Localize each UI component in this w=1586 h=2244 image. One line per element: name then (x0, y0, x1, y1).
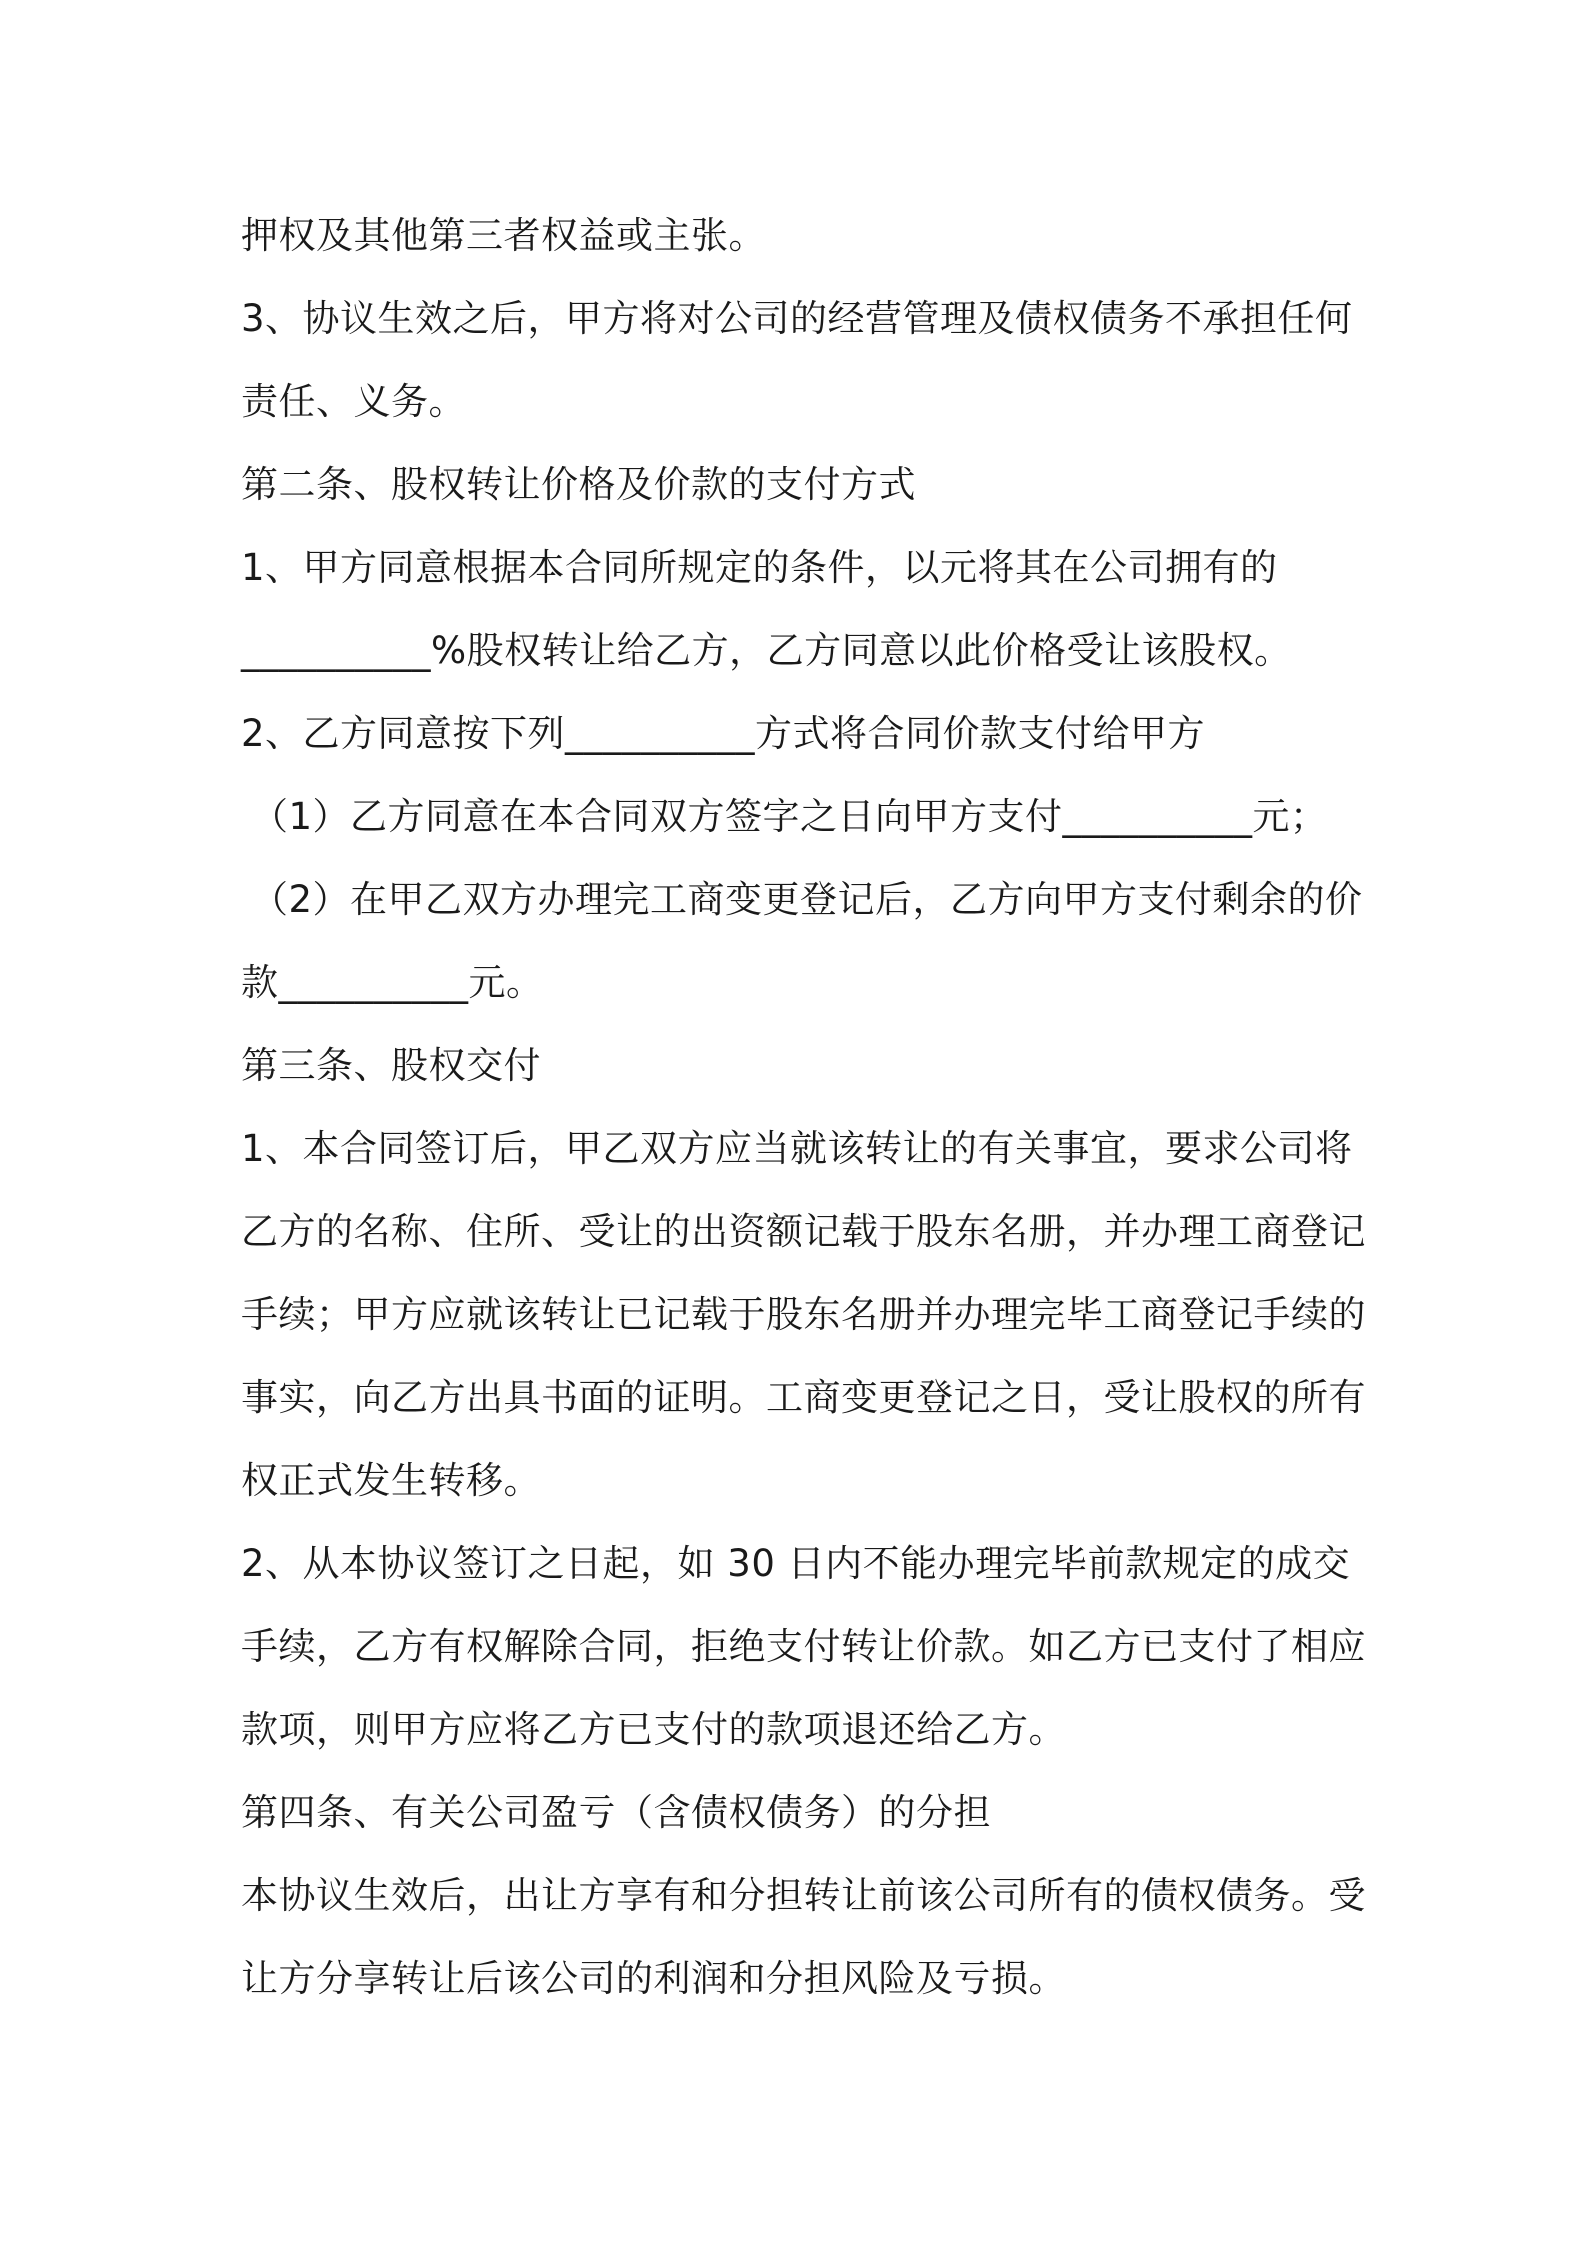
text-line: 1、本合同签订后，甲乙双方应当就该转让的有关事宜，要求公司将 (241, 1127, 1353, 1170)
section-heading: 第二条、股权转让价格及价款的支付方式 (241, 463, 916, 506)
text-line: 2、从本协议签订之日起，如 30 日内不能办理完毕前款规定的成交 (241, 1542, 1351, 1585)
text-line: 款__________元。 (241, 961, 544, 1004)
text-line: 本协议生效后，出让方享有和分担转让前该公司所有的债权债务。受 (241, 1874, 1366, 1917)
text-line: 手续，乙方有权解除合同，拒绝支付转让价款。如乙方已支付了相应 (241, 1625, 1366, 1668)
text-line: 乙方的名称、住所、受让的出资额记载于股东名册，并办理工商登记 (241, 1210, 1366, 1253)
text-line: __________%股权转让给乙方，乙方同意以此价格受让该股权。 (241, 629, 1292, 672)
text-line: 押权及其他第三者权益或主张。 (241, 214, 766, 257)
section-heading: 第四条、有关公司盈亏（含债权债务）的分担 (241, 1791, 991, 1834)
text-line: 手续；甲方应就该转让已记载于股东名册并办理完毕工商登记手续的 (241, 1293, 1366, 1336)
text-line: 3、协议生效之后，甲方将对公司的经营管理及债权债务不承担任何 (241, 297, 1353, 340)
document-body (241, 194, 1366, 2020)
text-line: 让方分享转让后该公司的利润和分担风险及亏损。 (241, 1957, 1066, 2000)
text-line: 事实，向乙方出具书面的证明。工商变更登记之日，受让股权的所有 (241, 1376, 1366, 1419)
section-heading: 第三条、股权交付 (241, 1044, 541, 1087)
text-line: 责任、义务。 (241, 380, 466, 423)
text-line: 款项，则甲方应将乙方已支付的款项退还给乙方。 (241, 1708, 1066, 1751)
text-line: （2）在甲乙双方办理完工商变更登记后，乙方向甲方支付剩余的价 (251, 878, 1363, 921)
text-line: （1）乙方同意在本合同双方签字之日向甲方支付__________元； (251, 795, 1328, 838)
text-line: 权正式发生转移。 (241, 1459, 541, 1502)
text-line: 1、甲方同意根据本合同所规定的条件，以元将其在公司拥有的 (241, 546, 1278, 589)
text-line: 2、乙方同意按下列__________方式将合同价款支付给甲方 (241, 712, 1206, 755)
